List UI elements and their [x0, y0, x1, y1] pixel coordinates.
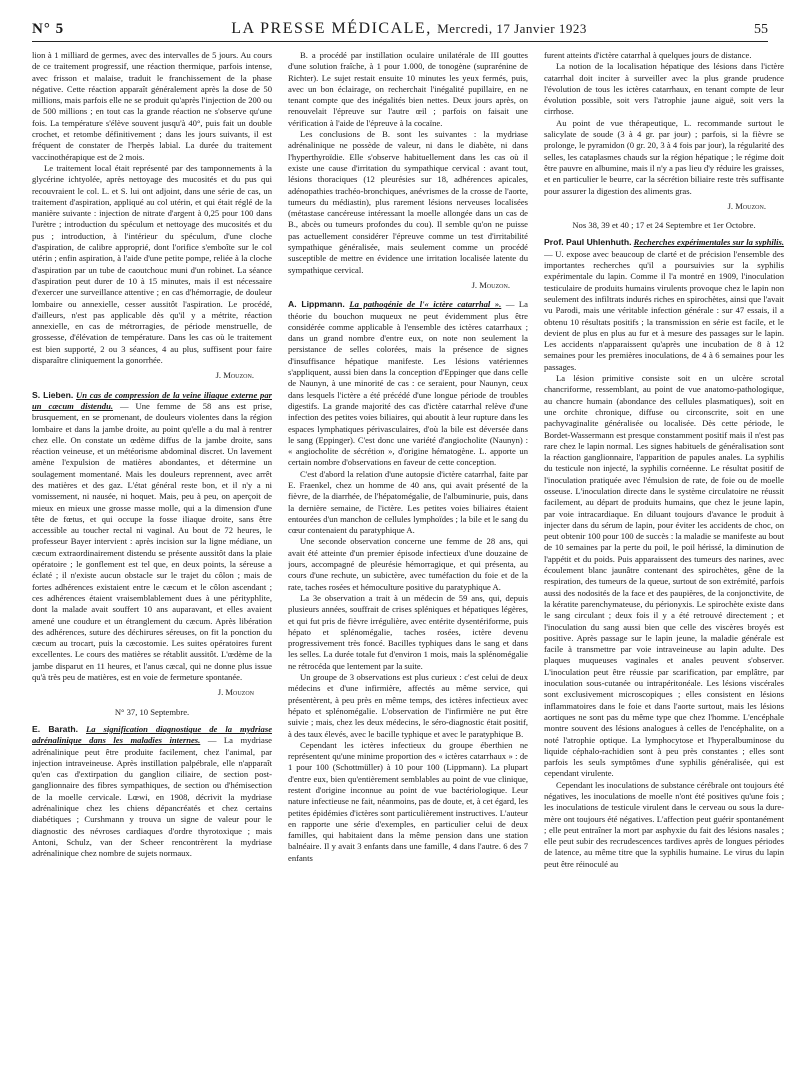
abstract-author: Prof. Paul Uhlenhuth.: [544, 237, 632, 248]
abstract-author: A. Lippmann.: [288, 299, 345, 310]
paragraph: La notion de la localisation hépatique des lésions dans l'ictère catarrhal doit inciter à surveiller avec la plus grande prudence l'évolution de tous les ictères catarrhaux, en tenant compte de leur évolution possible, soit vers l'atrophie jaune aiguë, soit vers la cirrhose.: [544, 61, 784, 117]
journal-title: LA PRESSE MÉDICALE,: [231, 20, 432, 37]
issue-citation: N° 37, 10 Septembre.: [114, 706, 190, 717]
abstract-title: Un cas de compression de la veine iliaque externe par un cæcum distendu.: [32, 389, 272, 411]
issue-date: Mercredi, 17 Janvier 1923: [437, 21, 587, 36]
abstract-author: S. Lieben.: [32, 389, 74, 400]
column-1: [32, 50, 272, 1070]
abstract-lieben: [32, 390, 272, 684]
issue-number: N° 5: [32, 21, 65, 37]
paragraph: La lésion primitive consiste soit en un ulcère scrotal chancriforme, ressemblant, au point de vue anatomo-pathologique, au chancre humain (abondance des cellules plasmatiques), soit en une orchite chronique, diffuse ou circonscrite, soit en une pachyvaginalite généralisée ou localisée. Dès cette période, le Bordet-Wassermann est presque constamment positif mais il n'est pas rare chez le lapin normal. Les signes habituels de généralisation sont la réaction ganglionnaire, l'apparition de papules anales. La syphilis du testicule non injecté, la syphilis cornéenne. Le résultat positif de l'inoculation pratiquée avec l'émulsion de rate, de foie ou de moelle osseuse. L'inoculation directe dans le système circulatoire ne réussit facilement, au départ de produits humains, que chez le jeune lapin, par voie intracardiaque. En diluant toujours d'avance le produit à injecter dans du sérum de lapin, pour éviter les accidents de choc, on peut obtenir 100 pour 100 de succès : la maladie se manifeste au bout de 10 semaines par la perte du poil, le poil hérissé, la diminution de l'appétit et du poids. Puis apparaissent des tumeurs des narines, avec écoulement blanc jaunâtre contenant des spirochètes, gêne de la respiration, des tumeurs de la queue, surtout de son extrémité, parfois aussi des nodosités de la face et des paupières, de la conjonctivite, de la kératite parenchymateuse, du périonyxis. Le spirochète existe dans le sang circulant ; deux fois il y a été retrouvé directement ; et l'inoculation du sang aussi bien que celle des viscères broyés est positive. Après passage sur le lapin jeune, la maladie générale est facile à transmettre par voie intraveineuse au lapin adulte. Des plaques muqueuses vaginales et anales peuvent s'observer. L'inoculation peut être réussie par scarification, par emplâtre, par inoculation sous-cutanée ou intrapéritonéale. Les lésions viscérales sont exclusivement microscopiques ; elles consistent en lésions inflammatoires dans le foie et dans l'aorte surtout, mais les lésions aortiques ne sont pas du même type que chez l'homme. L'encéphale montre souvent des lésions analogues à celles de l'encéphalite, on a noté l'atrophie optique. La lymphocytose et l'hyperalbuminose du liquide céphalo-rachidien sont à peu près constantes ; elles sont parfois les seuls symptômes d'une syphilis généralisée, qui est cependant virulente.: [544, 373, 784, 779]
running-title: [231, 20, 587, 38]
abstract-barath: [32, 724, 272, 860]
paragraph: C'est d'abord la relation d'une autopsie d'ictère catarrhal, faite par E. Fraenkel, chez un homme de 40 ans, qui avait présenté de la fièvre, de la diarrhée, de l'hépatomégalie, de l'albuminurie, puis, dans la dernière semaine, de l'ictère. Les petites voies biliaires étaient entourées d'un manchon de cellules lymphoïdes ; la bile et le sang du cœur contenaient du paratyphique A.: [288, 468, 528, 536]
paragraph: Cependant les ictères infectieux du groupe éberthien ne représentent qu'une minime proportion des « ictères catarrhaux » : de 1 pour 100 (Schottmüller) à 10 pour 100 (Lippmann). La plupart d'entre eux, bien qu'entièrement semblables au point de vue clinique, restent d'origine inconnue au point de vue bactériologique. Leur nature infectieuse ne fait, néanmoins, pas de doute, et, à cet égard, les petites épidémies d'ictères sont particulièrement instructives. L'auteur en rapporte une série d'exemples, en particulier celui de deux familles, qui habitaient dans la même pension dans une station balnéaire. Il y avait 3 enfants dans une famille, 4 dans l'autre. 6 des 7 enfants: [288, 739, 528, 863]
signature: J. Mouzon.: [215, 370, 254, 381]
paragraph: Une seconde observation concerne une femme de 28 ans, qui avait été atteinte d'un premier épisode infectieux d'une douzaine de jours, accompagné de pleurésie hémorragique, et qui présenta, au cours d'une rechute, un subictère, avec tuméfaction du foie et de la rate, taches rosées et hémoculture positive du paratyphique A.: [288, 536, 528, 592]
signature: J. Mouzon.: [727, 200, 766, 211]
paragraph: Cependant les inoculations de substance cérébrale ont toujours été négatives, les inoculations de moelle n'ont été positives qu'une fois ; les inoculations de testicule virulent dans le cerveau ou sous la dure-mère ont toujours été négatives. L'affection peut guérir spontanément ; elle peut entraîner la mort par asphyxie du fait des lésions nasales ; elle peut subir des recrudescences tardives après de longues périodes de latence, au même titre que la syphilis humaine. Le virus du lapin peut être réinoculé au: [544, 779, 784, 869]
signature: J. Mouzon: [217, 687, 254, 698]
paragraph: La 3e observation a trait à un médecin de 59 ans, qui, depuis plusieurs années, souffrait de crises spléniques et hépatiques légères, et qui fut pris de fièvre irrégulière, avec entérite dysentériforme, puis hépato et splénomégalie, taches rosées, ictère devenu progressivement très foncé. Bacilles typhiques dans le sang et dans les selles. La durée totale fut d'environ 1 mois, mais la splénomégalie ne rétrocéda que lentement par la suite.: [288, 592, 528, 671]
abstract-text: — La théorie du bouchon muqueux ne peut évidemment plus être considérée comme applicable à l'ensemble des ictères catarrhaux ; dans un grand nombre d'entre eux, on note non seulement la persistance de selles colorées, mais la présence de signes d'insuffisance hépatique manifeste. Les lésions vatériennes s'appliquent, aussi bien dans la conception d'Eppinger que dans celle de Naunyn, à une minorité de cas : ce seraient, pour Naunyn, ceux dans lesquels l'ictère a été précédé d'une longue période de troubles digestifs. La grande majorité des cas d'ictère catarrhal relève d'une infection des petites voies biliaires, qui aboutit à leur rupture dans les espaces lymphatiques périvasculaires, d'où la bile est déversée dans le sang (Eppinger). C'est donc une variété d'angiocholite (Naunyn) : « angiocholite de sécrétion », d'origine hématogène. L. apporte un certain nombre d'observations en faveur de cette conception.: [288, 299, 528, 468]
page-number: 55: [753, 22, 768, 37]
abstract-lippmann: [288, 299, 528, 468]
abstract-text: — Une femme de 58 ans est prise, brusquement, en se promenant, de douleurs violentes dans la région lombaire et dans la jambe droite, au point qu'elle a du mal à rentrer chez elle. On constate un œdème diffus de la jambe droite, sans réaction veineuse, et un météorisme abdominal discret. Un lavement amène l'expulsion de matières abondantes, et détermine un soulagement momentané. Mais les douleurs reprennent, avec arrêt des matières et des gaz. L'état général reste bon, et il n'y a ni vomissement, ni nausée, ni hoquet. Mais, peu à peu, on aperçoit de mieux en mieux une grosse masse molle, qui a la dimension d'une tête de fœtus, et qui occupe la fosse iliaque droite, sans être accessible au toucher rectal ni vaginal. Au bout de 72 heures, le professeur Bayer intervient : après incision sur la ligne médiane, un cæcum extraordinairement distendu se présente aussitôt dans la plaie opératoire ; le gonflement est tel que, en deux points, la séreuse a éclaté ; il n'existe aucun obstacle sur le trajet du côlon ; mais de fortes adhérences existaient entre le cæcum et le côlon ascendant ; ces adhérences étaient vraisemblablement dues à une pérityphlite, dont la malade avait souffert 10 ans auparavant, et elles avaient amené une coudure et un étranglement du cæcum. Après libération des adhérences, suture des déchirures séreuses, on fit la ponction du cæcum au trocart, puis la cæcostomie. Les suites opératoires furent excellentes. Le cours des matières se rétablit aussitôt. L'œdème de la jambe disparut en 11 heures, et l'anus cæcal, qui ne donne plus issue qu'à très peu de matières, est en voie de fermeture spontanée.: [32, 400, 272, 683]
column-2: [288, 50, 528, 1070]
page-header: [32, 16, 768, 42]
issue-citation: Nos 38, 39 et 40 ; 17 et 24 Septembre et 1er Octobre.: [572, 220, 756, 231]
abstract-text: — La mydriase adrénalinique peut être produite facilement, chez l'animal, par injection intraveineuse. Après instillation palpébrale, elle n'apparaît qu'en cas d'extirpation du ganglion ciliaire, de section post-ganglionnaire des fibres sympathiques, de section ou d'hémisection de la moelle cervicale. Lœwi, en 1908, décrivit la mydriase adrénalinique chez les chiens dépancréatés et chez certains diabétiques ; Curshmann y trouva un signe de valeur pour le diagnostic des névroses cardiaques d'ordre thyrotoxique ; mais Antoni, Schulz, van der Scheer rencontrèrent la mydriase adrénalinique chez nombre de sujets normaux.: [32, 735, 272, 859]
paragraph: Un groupe de 3 observations est plus curieux : c'est celui de deux médecins et d'une infirmière, affectés au même service, qui présentèrent, à peu près en même temps, des ictères infectieux avec hépato et splénomégalie. L'observation de l'infirmière ne put être suivie ; mais, chez les deux médecins, le séro-diagnostic était positif, à des taux élevés, avec le bacille typhique et avec le paratyphique B.: [288, 672, 528, 739]
paragraph: Le traitement local était représenté par des tamponnements à la glycérine ichtyolée, après nettoyage des mucosités et du pus qui recouvraient le col. L. et S. lui ont adjoint, dans une série de cas, un traitement d'aspiration, appliqué au col utérin, et qui était réglé de la manière suivante : injection de nitrate d'argent à 0,25 pour 100 dans l'urètre ; introduction du spéculum et nettoyage des mucosités et du pus ; introduction, à l'intérieur du spéculum, d'une cloche d'aspiration, de calibre approprié, dont l'orifice s'emboîte sur le col utérin ; enfin aspiration, à l'aide d'une petite pompe, reliée à la cloche d'aspiration par un tube de caoutchouc muni d'un robinet. La séance d'aspiration peut durer de 10 à 15 minutes, mais il est nécessaire d'exercer une surveillance attentive ; en cas d'hémorragie, de douleur lombaire ou annexielle, cesser aussitôt l'aspiration. Le procédé, d'ailleurs, n'est pas applicable dès qu'il y a métrite, réaction annexielle, en cas de métrorragies, de période menstruelle, de grossesse, d'élévation de température. Dans les cas où le traitement est bien supporté, 2 ou 3 séances, 4 au plus, suffisent pour faire disparaître cliniquement la gonorrhée.: [32, 162, 272, 366]
abstract-uhlenhuth: [544, 237, 784, 373]
abstract-author: E. Barath.: [32, 723, 78, 734]
paragraph: lion à 1 milliard de germes, avec des intervalles de 5 jours. Au cours de ce traitement progressif, une réaction thermique, parfois intense, avec frisson et malaise, traduit le franchissement de la phase négative. Cette réaction apparaît généralement après la dose de 50 millions, mais parfois elle ne se produit qu'après l'injection de 200 ou de 500 millions ; en tout cas la grande réaction ne s'observe qu'une fois. La température s'élève souvent jusqu'à 40°, puis fait un double crochet, et retombe définitivement ; dans les jours suivants, il est fréquent de constater de l'herpès labial. La durée du traitement vaccinothérapique est de 2 mois.: [32, 50, 272, 162]
paragraph: B. a procédé par instillation oculaire unilatérale de III gouttes d'une solution fraîche, à 1 pour 1.000, de tonogène (suprarénine de Richter). Le sujet restait ensuite 10 minutes les yeux fermés, puis, avec un bon éclairage, on recherchait l'inégalité pupillaire, en ne tenant compte que des inégalités bien nettes. Deux jours après, on renouvelait l'épreuve sur l'autre œil ; parfois on faisait une vérification à l'aide de l'épreuve à la cocaïne.: [288, 50, 528, 128]
abstract-text: — U. expose avec beaucoup de clarté et de précision l'ensemble des importantes recherches qu'il a poursuivies sur la syphilis expérimentale du lapin. Comme il l'a montré en 1909, l'inoculation testiculaire de produits humains virulents provoque chez le lapin non seulement des infiltrats indurés riches en spirochètes, ainsi que l'avait vu Parodi, mais une véritable infection générale : sur 47 essais, il a obtenu 10 résultats positifs ; la transmission en série est facile, et le devient de plus en plus au fur et à mesure des passages sur le lapin. Les accidents n'apparaissent qu'après une incubation de 8 à 12 semaines pour les premières inoculations, de 4 à 6 semaines pour les passages.: [544, 248, 784, 372]
abstract-title: Recherches expérimentales sur la syphilis.: [633, 237, 784, 248]
abstract-title: La pathogénie de l'« ictère catarrhal ».: [349, 299, 502, 310]
paragraph: Les conclusions de B. sont les suivantes : la mydriase adrénalinique ne possède de valeur, ni dans le diabète, ni dans l'hyperthyroïdie. Elle s'observe habituellement dans les cas où il existe une cause d'irritation du sympathique cervical : avant tout, lésions thoraciques (12 pleurésies sur 18, adhérences apicales, adénopathies trachéo-bronchiques, anévrismes de la crosse de l'aorte, tumeurs du médiastin), plus rarement lésions nerveuses localisées (métastase cancéreuse intéressant la moelle allongée dans un cas de B., abcès ou tumeurs profondes du cou). Il semble qu'on ne puisse pas actuellement considérer l'épreuve comme un test d'irritabilité sympathique généralisée, mais seulement comme un procédé susceptible de mettre en évidence une irritation localisée latente du sympathique cervical.: [288, 129, 528, 275]
paragraph: furent atteints d'ictère catarrhal à quelques jours de distance.: [544, 50, 752, 60]
signature: J. Mouzon.: [471, 279, 510, 290]
abstract-title: La signification diagnostique de la mydriase adrénalinique dans les maladies internes.: [32, 723, 272, 746]
paragraph: Au point de vue thérapeutique, L. recommande surtout le salicylate de soude (3 à 4 gr. par jour) ; parfois, si la fièvre se prolonge, le pyramidon (0 gr. 20, 3 à 4 fois par jour), la régularité des selles, les cataplasmes chauds sur la région hépatique ; le régime doit être pauvre en albumine, mais il n'y a pas lieu d'y réduire les graisses, et en particulier le beurre, car la sécrétion biliaire reste très suffisante pour assurer la digestion des aliments gras.: [544, 117, 784, 196]
column-3: [544, 50, 784, 1070]
